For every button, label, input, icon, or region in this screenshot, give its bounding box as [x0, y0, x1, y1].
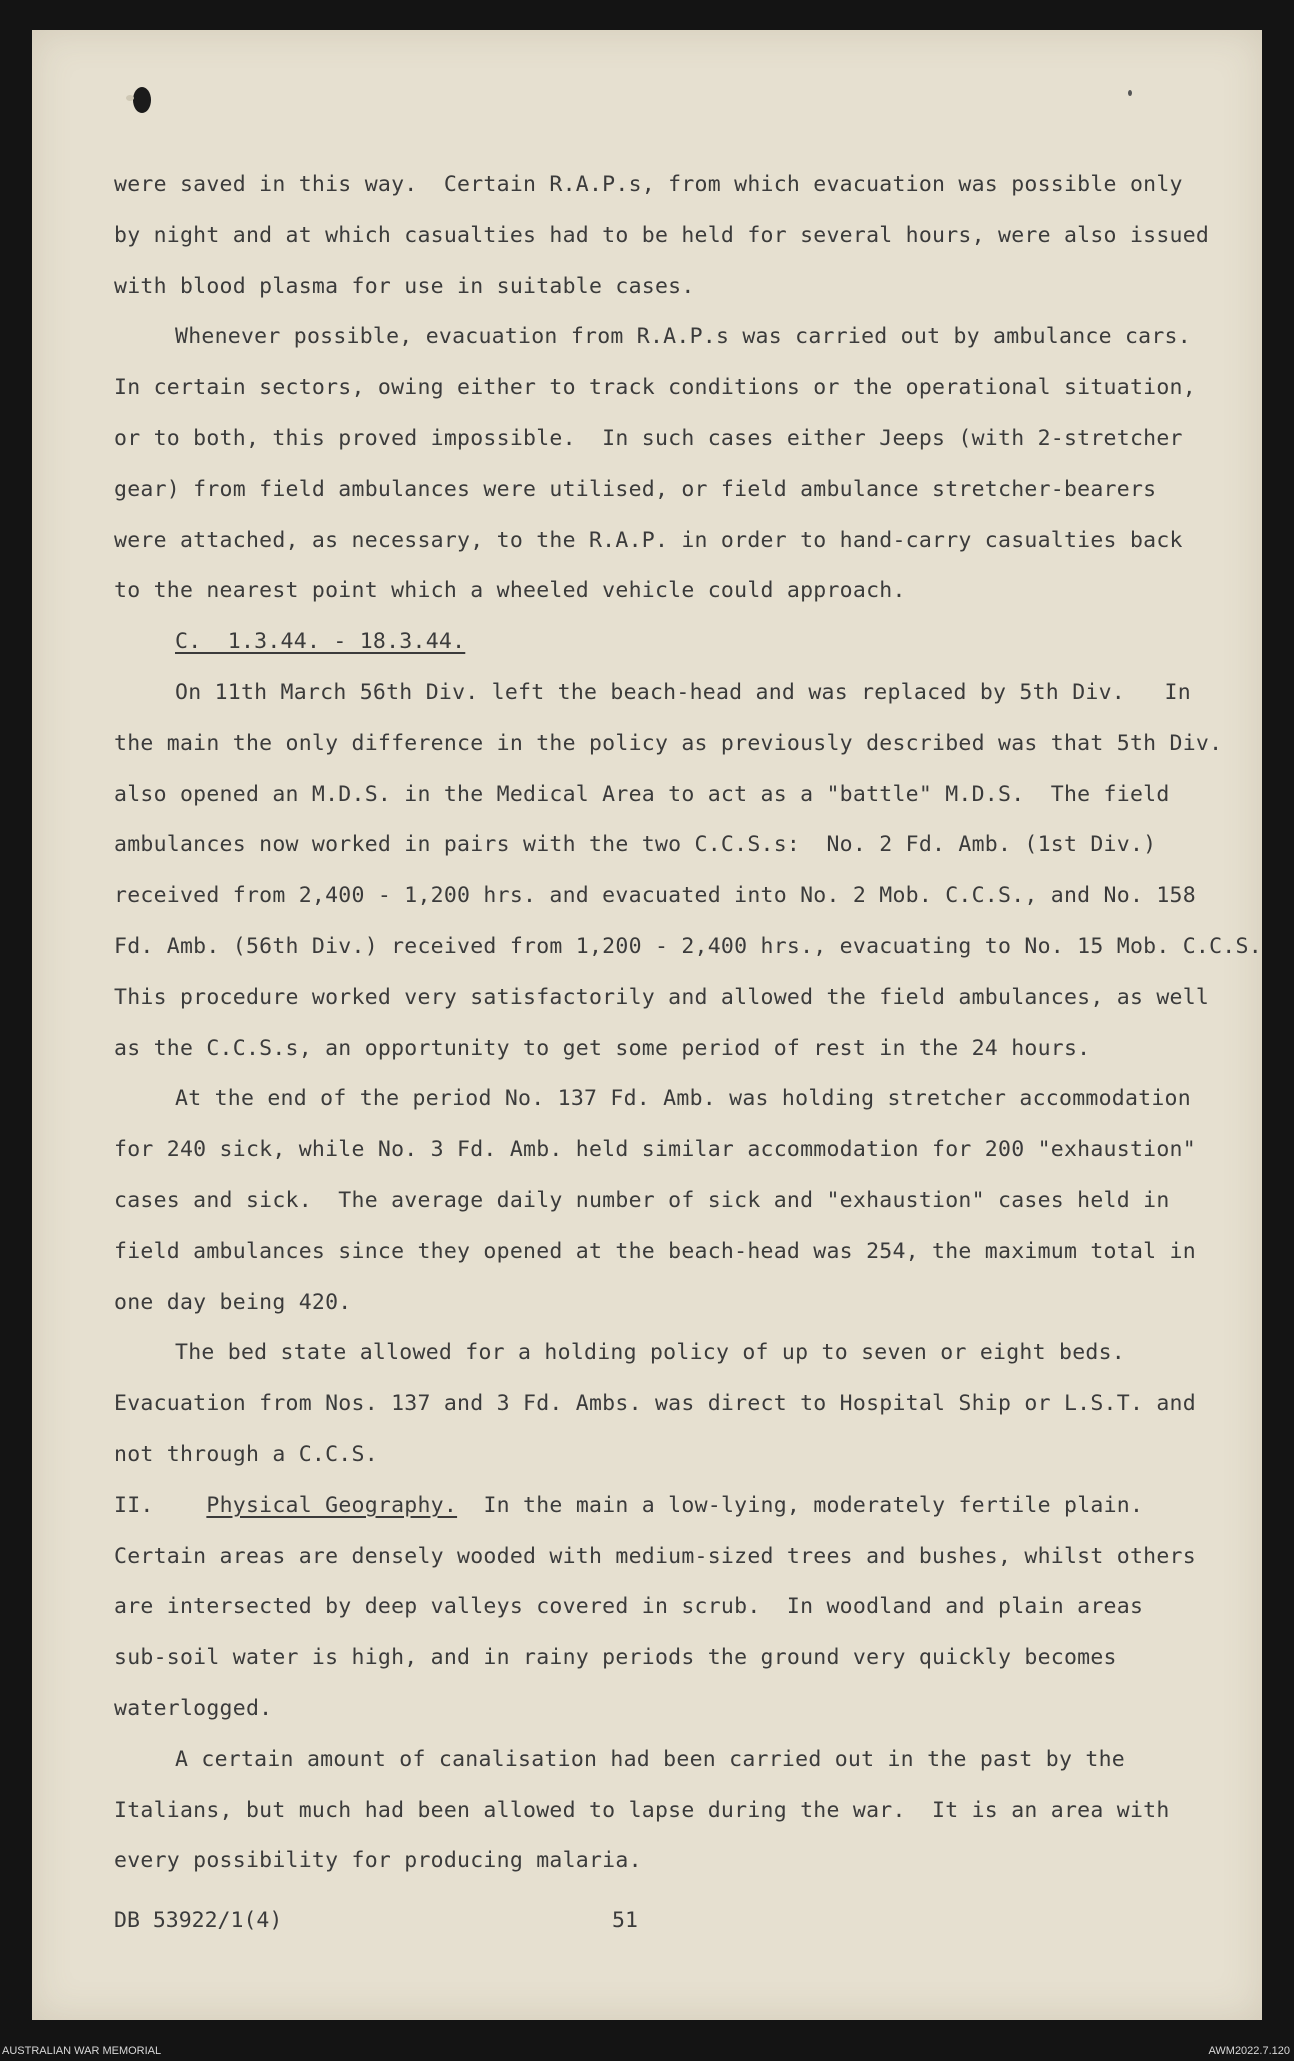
text-line: gear) from field ambulances were utilised, or field ambulance stretcher-bearers: [114, 476, 1157, 502]
body-text: [114, 160, 1262, 1887]
section-number: II.: [114, 1492, 154, 1518]
text-line: This procedure worked very satisfactorily and allowed the field ambulances, as well: [114, 984, 1210, 1010]
section-intro-text: In the main a low-lying, moderately fertile plain.: [457, 1492, 1144, 1518]
text-line: were attached, as necessary, to the R.A.P. in order to hand-carry casualties back: [114, 527, 1183, 553]
text-line: also opened an M.D.S. in the Medical Area to act as a "battle" M.D.S. The field: [114, 781, 1170, 807]
text-line: The bed state allowed for a holding policy of up to seven or eight beds.: [175, 1340, 1125, 1366]
text-line: cases and sick. The average daily number of sick and "exhaustion" cases held in: [114, 1187, 1170, 1213]
text-line: were saved in this way. Certain R.A.P.s, from which evacuation was possible only: [114, 172, 1183, 197]
text-line: with blood plasma for use in suitable cases.: [114, 273, 695, 299]
text-line: the main the only difference in the policy as previously described was that 5th Div.: [114, 730, 1223, 756]
text-line: At the end of the period No. 137 Fd. Amb. was holding stretcher accommodation: [175, 1086, 1191, 1112]
section-ii-line: [114, 1481, 1244, 1532]
text-line: are intersected by deep valleys covered in scrub. In woodland and plain areas: [114, 1594, 1144, 1620]
text-line: one day being 420.: [114, 1289, 352, 1315]
document-reference: DB 53922/1(4): [114, 1908, 283, 1933]
section-heading-c: C. 1.3.44. - 18.3.44.: [175, 629, 466, 655]
archive-caption: AUSTRALIAN WAR MEMORIAL: [2, 2045, 162, 2057]
text-line: Whenever possible, evacuation from R.A.P.s was carried out by ambulance cars.: [175, 324, 1191, 350]
section-heading-row: [114, 617, 1244, 668]
section-title: Physical Geography.: [206, 1492, 458, 1518]
text-line: received from 2,400 - 1,200 hrs. and evacuated into No. 2 Mob. C.C.S., and No. 158: [114, 883, 1196, 909]
document-page: [32, 30, 1262, 2020]
text-line: sub-soil water is high, and in rainy periods the ground very quickly becomes: [114, 1645, 1117, 1671]
text-line: every possibility for producing malaria.: [114, 1848, 642, 1874]
text-line: waterlogged.: [114, 1695, 273, 1721]
paper-speck: [1128, 90, 1132, 96]
text-line: to the nearest point which a wheeled vehicle could approach.: [114, 578, 906, 604]
punch-hole-mark: [124, 82, 154, 118]
text-line: In certain sectors, owing either to track conditions or the operational situation,: [114, 375, 1196, 401]
text-line: as the C.C.S.s, an opportunity to get some period of rest in the 24 hours.: [114, 1035, 1091, 1061]
text-line: by night and at which casualties had to be held for several hours, were also issued: [114, 222, 1210, 248]
text-line: not through a C.C.S.: [114, 1441, 378, 1467]
text-line: field ambulances since they opened at the beach-head was 254, the maximum total in: [114, 1238, 1196, 1264]
text-line: ambulances now worked in pairs with the two C.C.S.s: No. 2 Fd. Amb. (1st Div.): [114, 832, 1157, 858]
text-line: Certain areas are densely wooded with medium-sized trees and bushes, whilst others: [114, 1543, 1196, 1569]
page-number: 51: [612, 1908, 638, 1933]
text-line: or to both, this proved impossible. In such cases either Jeeps (with 2-stretcher: [114, 425, 1183, 451]
text-line: Fd. Amb. (56th Div.) received from 1,200 - 2,400 hrs., evacuating to No. 15 Mob. C.C.S.: [114, 933, 1262, 959]
archive-reference: AWM2022.7.120: [1208, 2045, 1290, 2057]
text-line: On 11th March 56th Div. left the beach-head and was replaced by 5th Div. In: [175, 679, 1191, 705]
text-line: Italians, but much had been allowed to lapse during the war. It is an area with: [114, 1797, 1170, 1823]
text-line: for 240 sick, while No. 3 Fd. Amb. held similar accommodation for 200 "exhaustion": [114, 1137, 1196, 1163]
text-line: A certain amount of canalisation had been carried out in the past by the: [175, 1746, 1125, 1772]
text-line: Evacuation from Nos. 137 and 3 Fd. Ambs. was direct to Hospital Ship or L.S.T. and: [114, 1391, 1196, 1417]
